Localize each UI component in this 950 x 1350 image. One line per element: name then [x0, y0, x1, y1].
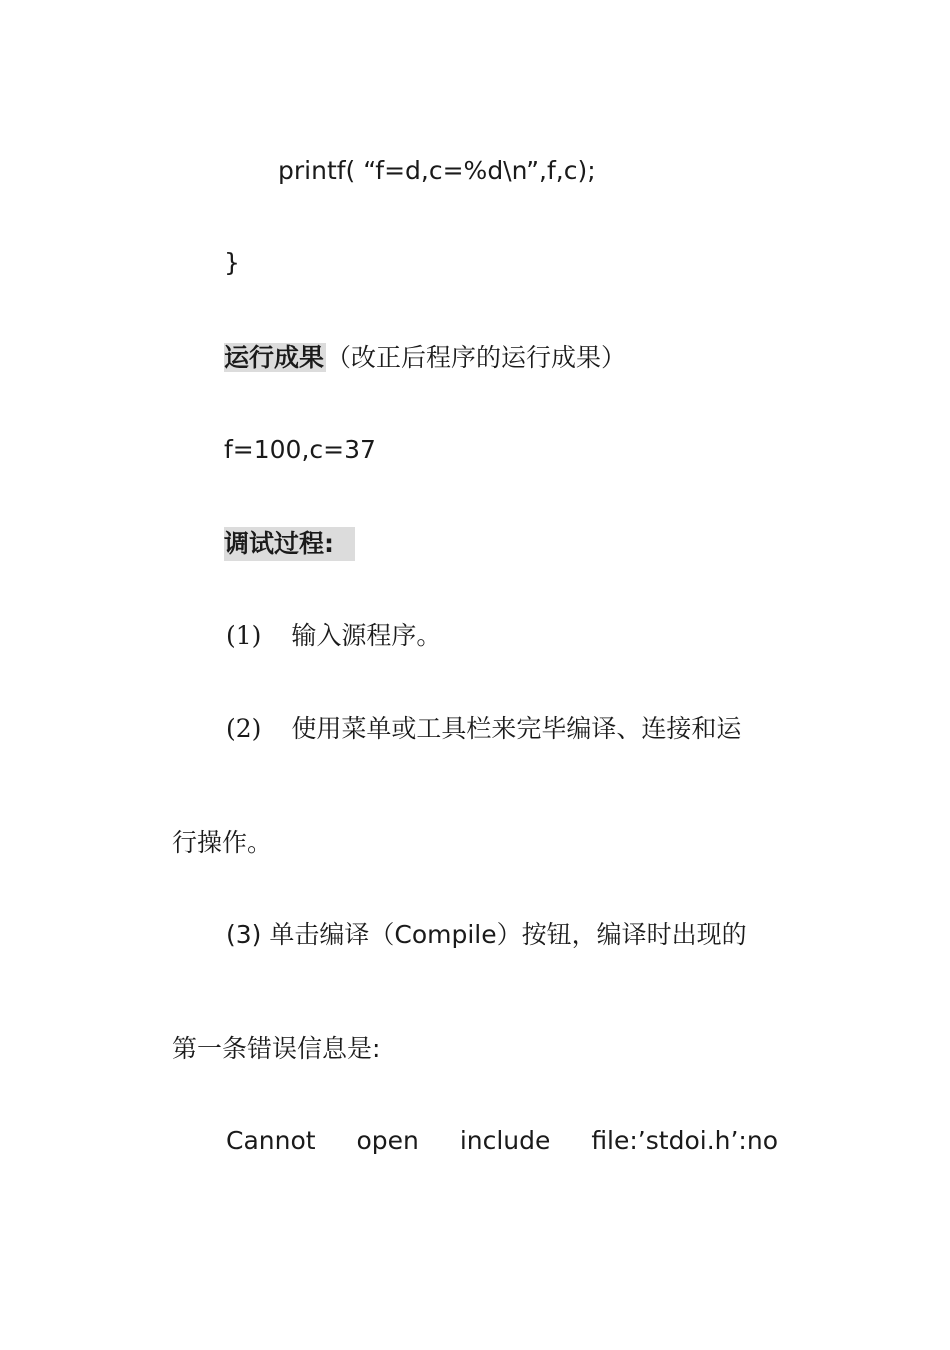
result-heading: 运行成果 [224, 343, 325, 372]
result-section [224, 341, 626, 375]
error-word: open [356, 1126, 419, 1155]
debug-section [224, 527, 355, 561]
debug-step-3-continuation: 第一条错误信息是: [172, 1034, 381, 1063]
step-number: (3) [226, 920, 262, 949]
debug-heading: 调试过程: [224, 527, 355, 561]
step-number: (2) [226, 714, 262, 743]
debug-step-1 [226, 619, 441, 653]
code-printf-line: printf( “f=d,c=%d\n”,f,c); [278, 156, 596, 185]
result-output: f=100,c=37 [224, 435, 376, 464]
step-text: 使用菜单或工具栏来完毕编译、连接和运 [291, 714, 742, 743]
step-number: (1) [226, 621, 262, 650]
code-closing-brace: } [224, 248, 240, 277]
error-word: Cannot [226, 1126, 316, 1155]
step-text: 输入源程序。 [291, 621, 442, 650]
error-word: file:’stdoi.h’:no [591, 1126, 778, 1155]
step-text: 单击编译（Compile）按钮，编译时出现的 [269, 920, 747, 949]
debug-step-2-continuation: 行操作。 [172, 828, 273, 857]
debug-step-3 [226, 918, 747, 952]
debug-step-2 [226, 712, 741, 746]
result-note: （改正后程序的运行成果） [326, 343, 627, 372]
error-message-line [226, 1124, 778, 1158]
error-word: include [459, 1126, 551, 1155]
